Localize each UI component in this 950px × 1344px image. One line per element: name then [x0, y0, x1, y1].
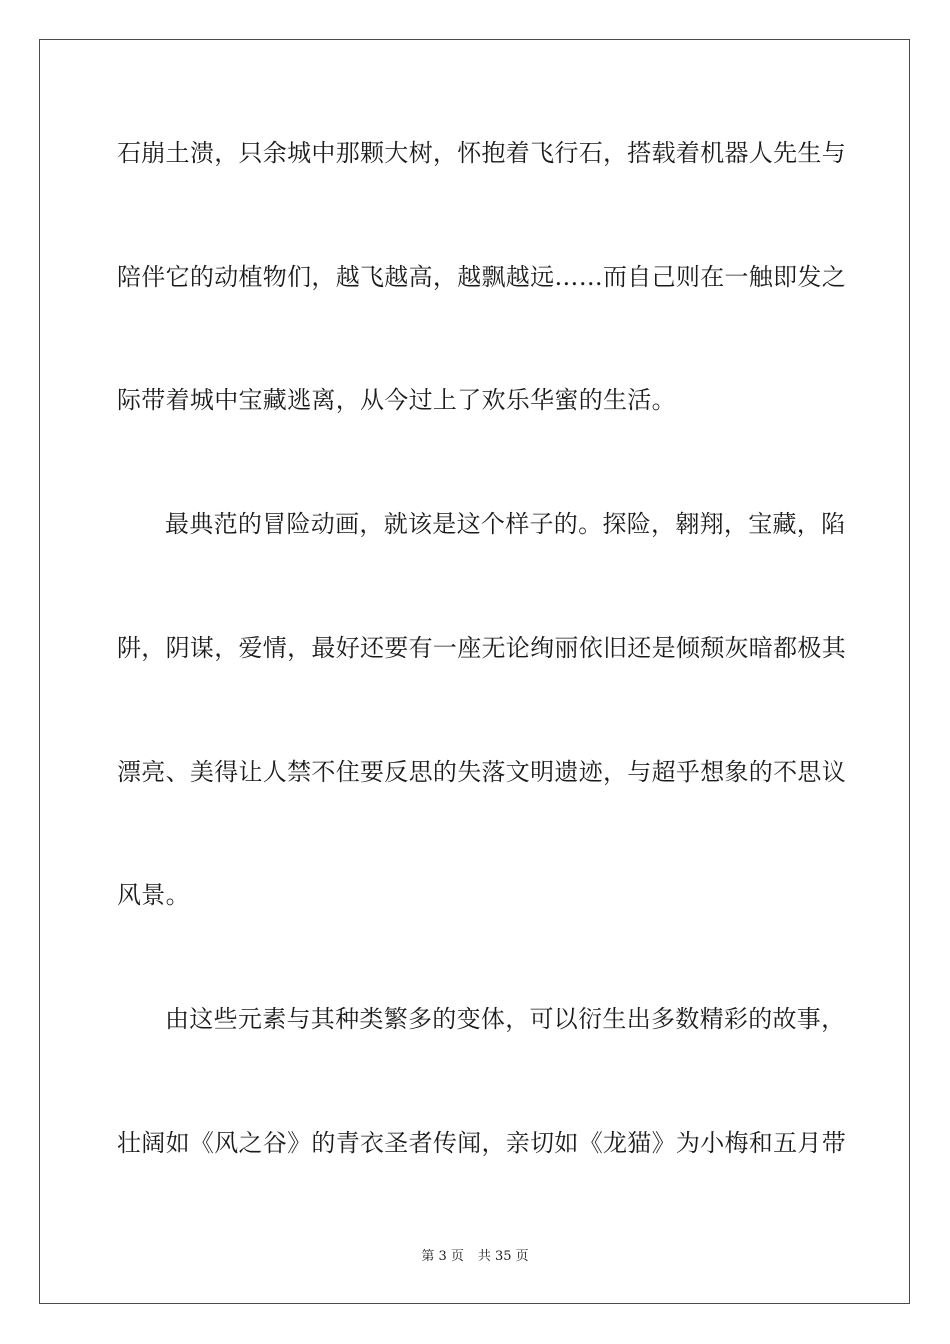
page-number: 第 3 页: [421, 1249, 464, 1264]
body-text-line: 际带着城中宝藏逃离，从今过上了欢乐华蜜的生活。: [117, 386, 676, 414]
body-text-line: 石崩土溃，只余城中那颗大树，怀抱着飞行石，搭载着机器人先生与: [117, 139, 846, 167]
body-text-line: 陪伴它的动植物们，越飞越高，越飘越远……而自己则在一触即发之: [117, 263, 846, 291]
body-text-line: 由这些元素与其种类繁多的变体，可以衍生出多数精彩的故事，: [165, 1005, 846, 1033]
body-text-line: 阱，阴谋，爱情，最好还要有一座无论绚丽依旧还是倾颓灰暗都极其: [117, 634, 846, 662]
page-footer: [0, 1248, 950, 1266]
body-text-line: 风景。: [117, 881, 190, 909]
page-border: [39, 39, 910, 1304]
page-total: 共 35 页: [477, 1249, 529, 1264]
body-text-line: 最典范的冒险动画，就该是这个样子的。探险，翱翔，宝藏，陷: [165, 510, 846, 538]
body-text-line: 漂亮、美得让人禁不住要反思的失落文明遗迹，与超乎想象的不思议: [117, 758, 846, 786]
body-text-line: 壮阔如《风之谷》的青衣圣者传闻，亲切如《龙猫》为小梅和五月带: [117, 1129, 846, 1157]
